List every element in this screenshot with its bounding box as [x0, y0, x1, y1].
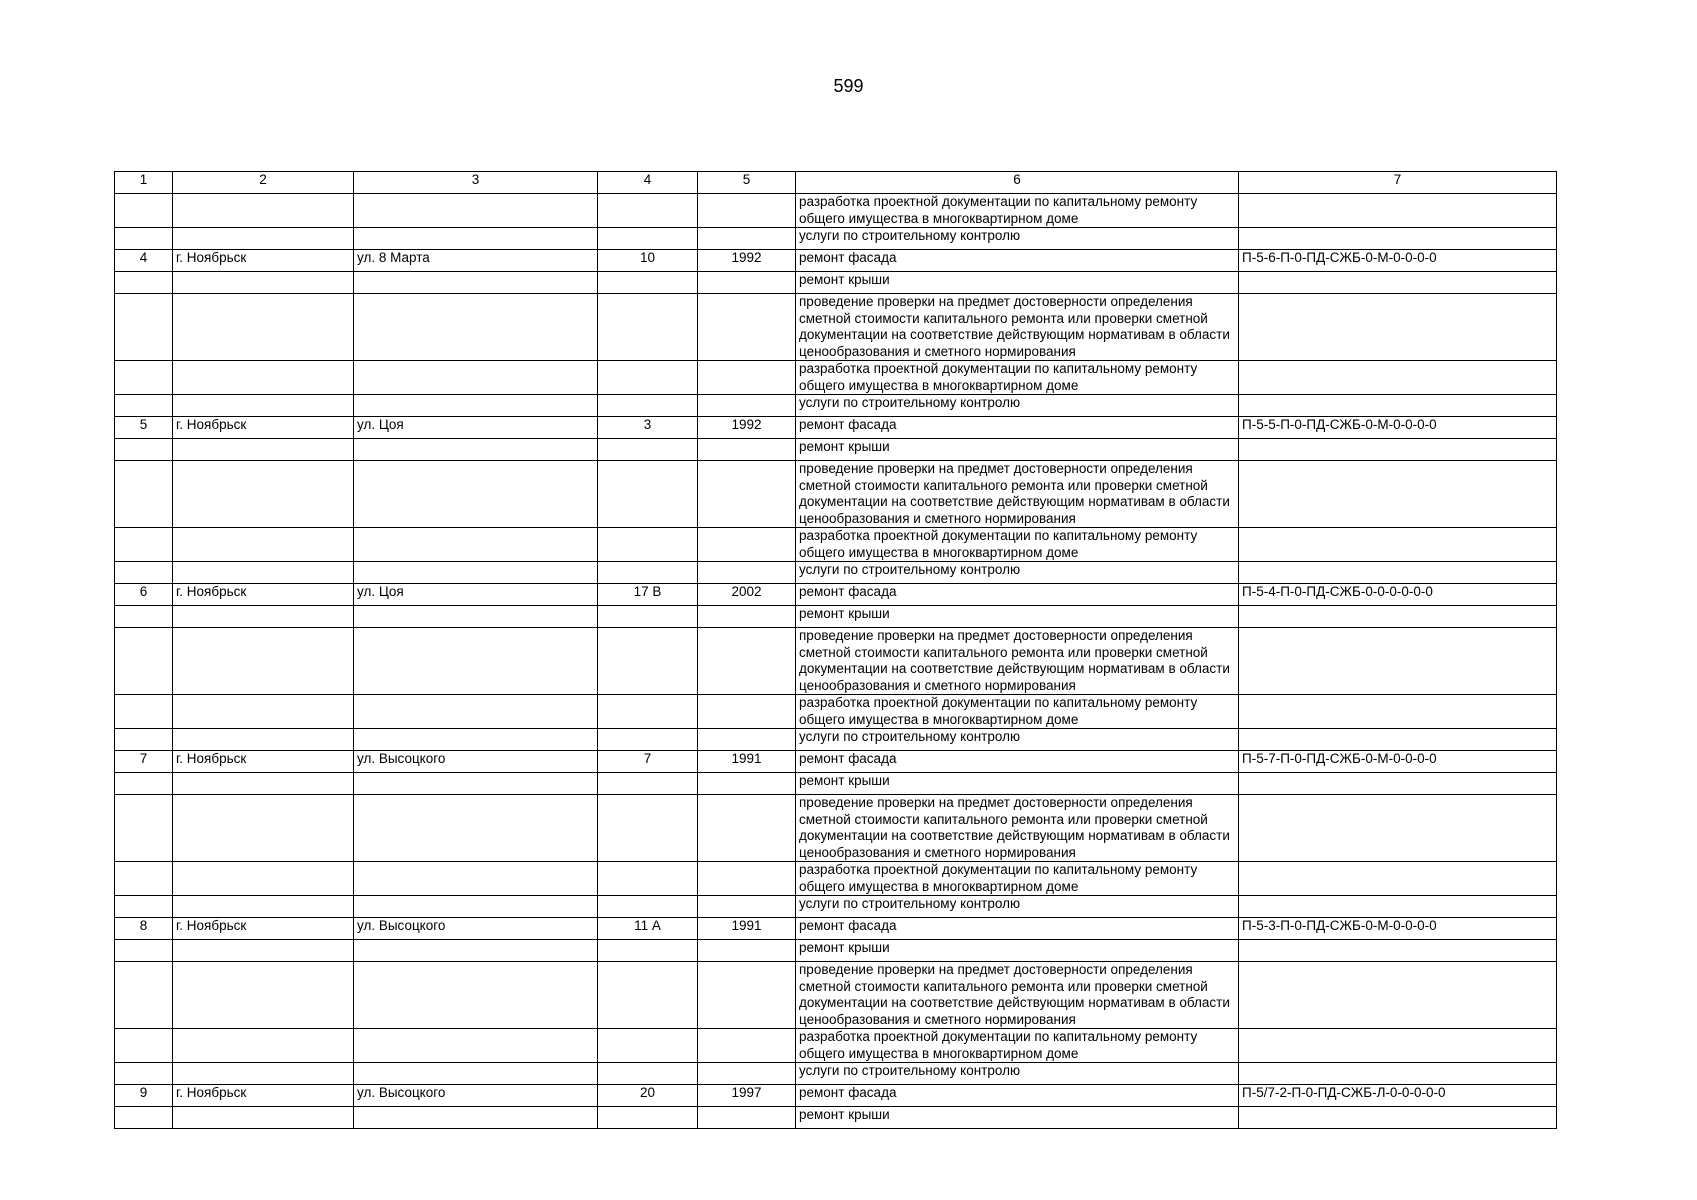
- cell-year: [698, 896, 796, 918]
- table-row: [115, 962, 1557, 1029]
- cell-code: [1239, 862, 1557, 896]
- cell-work-type: ремонт крыши: [796, 773, 1239, 795]
- cell-work-type: разработка проектной документации по капитальному ремонту общего имущества в многоквартирном доме: [796, 695, 1239, 729]
- cell-city: [173, 896, 354, 918]
- cell-city: [173, 395, 354, 417]
- cell-number: [115, 695, 173, 729]
- table-row: [115, 862, 1557, 896]
- cell-code: [1239, 562, 1557, 584]
- cell-street: [354, 773, 598, 795]
- column-header: 6: [796, 172, 1239, 194]
- cell-code: [1239, 795, 1557, 862]
- cell-year: [698, 1063, 796, 1085]
- cell-code: [1239, 194, 1557, 228]
- cell-house: 20: [598, 1085, 698, 1107]
- column-header: 7: [1239, 172, 1557, 194]
- cell-house: [598, 606, 698, 628]
- cell-code: [1239, 896, 1557, 918]
- cell-number: [115, 1029, 173, 1063]
- table-row: [115, 940, 1557, 962]
- cell-work-type: проведение проверки на предмет достоверности определения сметной стоимости капитального ремонта или проверки сметной документации на соответствие действующим нормативам в области ценообразования и сметного нормирования: [796, 461, 1239, 528]
- cell-work-type: ремонт крыши: [796, 940, 1239, 962]
- table-row: [115, 395, 1557, 417]
- table-row: [115, 795, 1557, 862]
- table-row: [115, 1029, 1557, 1063]
- cell-code: [1239, 294, 1557, 361]
- cell-city: [173, 294, 354, 361]
- cell-street: [354, 729, 598, 751]
- cell-work-type: услуги по строительному контролю: [796, 1063, 1239, 1085]
- cell-number: [115, 896, 173, 918]
- cell-city: [173, 695, 354, 729]
- cell-city: [173, 1063, 354, 1085]
- table-row: [115, 272, 1557, 294]
- cell-work-type: разработка проектной документации по капитальному ремонту общего имущества в многоквартирном доме: [796, 361, 1239, 395]
- column-header-row: [115, 172, 1557, 194]
- column-header: 5: [698, 172, 796, 194]
- cell-city: [173, 528, 354, 562]
- cell-work-type: ремонт крыши: [796, 1107, 1239, 1129]
- cell-code: П-5-7-П-0-ПД-СЖБ-0-М-0-0-0-0: [1239, 751, 1557, 773]
- cell-code: [1239, 361, 1557, 395]
- cell-street: [354, 439, 598, 461]
- column-header: 4: [598, 172, 698, 194]
- page-number: 599: [833, 76, 864, 96]
- cell-year: [698, 606, 796, 628]
- cell-year: [698, 272, 796, 294]
- column-header: 1: [115, 172, 173, 194]
- cell-street: ул. Высоцкого: [354, 751, 598, 773]
- cell-house: [598, 461, 698, 528]
- cell-city: [173, 773, 354, 795]
- cell-year: 1992: [698, 417, 796, 439]
- cell-work-type: ремонт фасада: [796, 751, 1239, 773]
- cell-city: [173, 628, 354, 695]
- cell-year: [698, 528, 796, 562]
- cell-code: [1239, 528, 1557, 562]
- cell-house: [598, 695, 698, 729]
- cell-city: [173, 940, 354, 962]
- cell-year: [698, 361, 796, 395]
- cell-street: [354, 795, 598, 862]
- cell-street: [354, 562, 598, 584]
- cell-year: 1991: [698, 918, 796, 940]
- cell-year: [698, 795, 796, 862]
- table-row: [115, 1063, 1557, 1085]
- cell-city: [173, 795, 354, 862]
- cell-house: [598, 773, 698, 795]
- cell-house: [598, 940, 698, 962]
- cell-year: 2002: [698, 584, 796, 606]
- cell-city: г. Ноябрьск: [173, 751, 354, 773]
- cell-number: [115, 194, 173, 228]
- cell-house: [598, 729, 698, 751]
- table-row: [115, 294, 1557, 361]
- cell-work-type: услуги по строительному контролю: [796, 228, 1239, 250]
- cell-house: 7: [598, 751, 698, 773]
- cell-city: [173, 439, 354, 461]
- cell-street: [354, 1107, 598, 1129]
- cell-house: [598, 862, 698, 896]
- cell-house: [598, 272, 698, 294]
- table-row: [115, 1107, 1557, 1129]
- cell-street: [354, 395, 598, 417]
- cell-city: г. Ноябрьск: [173, 1085, 354, 1107]
- cell-street: [354, 940, 598, 962]
- cell-city: [173, 729, 354, 751]
- cell-street: [354, 896, 598, 918]
- cell-year: [698, 562, 796, 584]
- cell-work-type: ремонт фасада: [796, 250, 1239, 272]
- cell-year: 1991: [698, 751, 796, 773]
- cell-number: [115, 395, 173, 417]
- cell-code: [1239, 628, 1557, 695]
- cell-house: [598, 628, 698, 695]
- cell-house: 10: [598, 250, 698, 272]
- cell-work-type: разработка проектной документации по капитальному ремонту общего имущества в многоквартирном доме: [796, 528, 1239, 562]
- cell-code: [1239, 1063, 1557, 1085]
- cell-street: [354, 361, 598, 395]
- cell-city: [173, 194, 354, 228]
- cell-street: ул. Цоя: [354, 584, 598, 606]
- cell-house: 11 А: [598, 918, 698, 940]
- cell-work-type: ремонт фасада: [796, 1085, 1239, 1107]
- cell-year: [698, 439, 796, 461]
- cell-house: [598, 361, 698, 395]
- cell-house: [598, 562, 698, 584]
- cell-street: [354, 1029, 598, 1063]
- cell-code: [1239, 272, 1557, 294]
- cell-number: [115, 606, 173, 628]
- cell-year: [698, 1107, 796, 1129]
- cell-code: [1239, 461, 1557, 528]
- cell-work-type: ремонт фасада: [796, 918, 1239, 940]
- cell-city: [173, 461, 354, 528]
- table-row: [115, 729, 1557, 751]
- cell-year: 1992: [698, 250, 796, 272]
- cell-work-type: разработка проектной документации по капитальному ремонту общего имущества в многоквартирном доме: [796, 1029, 1239, 1063]
- cell-year: [698, 194, 796, 228]
- cell-number: [115, 773, 173, 795]
- cell-code: [1239, 695, 1557, 729]
- cell-street: [354, 194, 598, 228]
- cell-street: [354, 294, 598, 361]
- cell-number: [115, 729, 173, 751]
- cell-street: ул. Высоцкого: [354, 918, 598, 940]
- cell-city: г. Ноябрьск: [173, 918, 354, 940]
- cell-work-type: разработка проектной документации по капитальному ремонту общего имущества в многоквартирном доме: [796, 862, 1239, 896]
- cell-year: [698, 729, 796, 751]
- cell-code: П-5/7-2-П-0-ПД-СЖБ-Л-0-0-0-0-0: [1239, 1085, 1557, 1107]
- cell-work-type: проведение проверки на предмет достоверности определения сметной стоимости капитального ремонта или проверки сметной документации на соответствие действующим нормативам в области ценообразования и сметного нормирования: [796, 294, 1239, 361]
- cell-work-type: услуги по строительному контролю: [796, 562, 1239, 584]
- table-row: [115, 584, 1557, 606]
- cell-year: [698, 228, 796, 250]
- cell-year: [698, 695, 796, 729]
- cell-number: [115, 461, 173, 528]
- cell-code: П-5-6-П-0-ПД-СЖБ-0-М-0-0-0-0: [1239, 250, 1557, 272]
- cell-street: [354, 461, 598, 528]
- cell-city: [173, 862, 354, 896]
- cell-number: [115, 361, 173, 395]
- cell-year: [698, 395, 796, 417]
- table-row: [115, 417, 1557, 439]
- cell-city: [173, 228, 354, 250]
- cell-code: П-5-4-П-0-ПД-СЖБ-0-0-0-0-0-0: [1239, 584, 1557, 606]
- cell-street: [354, 862, 598, 896]
- cell-number: [115, 294, 173, 361]
- cell-year: [698, 862, 796, 896]
- cell-city: г. Ноябрьск: [173, 417, 354, 439]
- table-row: [115, 896, 1557, 918]
- cell-work-type: услуги по строительному контролю: [796, 395, 1239, 417]
- cell-house: [598, 395, 698, 417]
- cell-city: г. Ноябрьск: [173, 250, 354, 272]
- cell-city: [173, 562, 354, 584]
- cell-code: [1239, 395, 1557, 417]
- table-row: [115, 562, 1557, 584]
- cell-code: [1239, 773, 1557, 795]
- cell-house: [598, 962, 698, 1029]
- table-row: [115, 773, 1557, 795]
- cell-number: [115, 862, 173, 896]
- cell-city: [173, 361, 354, 395]
- table-row: [115, 528, 1557, 562]
- cell-street: ул. Цоя: [354, 417, 598, 439]
- cell-number: [115, 628, 173, 695]
- cell-code: [1239, 228, 1557, 250]
- table-row: [115, 361, 1557, 395]
- cell-number: [115, 1063, 173, 1085]
- table-row: [115, 628, 1557, 695]
- cell-street: [354, 272, 598, 294]
- cell-street: [354, 606, 598, 628]
- cell-house: [598, 795, 698, 862]
- cell-number: 9: [115, 1085, 173, 1107]
- cell-number: [115, 228, 173, 250]
- cell-number: [115, 795, 173, 862]
- cell-work-type: ремонт фасада: [796, 417, 1239, 439]
- cell-city: г. Ноябрьск: [173, 584, 354, 606]
- table-body: [115, 172, 1557, 1129]
- cell-number: [115, 962, 173, 1029]
- cell-number: 5: [115, 417, 173, 439]
- cell-city: [173, 606, 354, 628]
- cell-work-type: ремонт крыши: [796, 606, 1239, 628]
- cell-street: [354, 228, 598, 250]
- cell-code: П-5-5-П-0-ПД-СЖБ-0-М-0-0-0-0: [1239, 417, 1557, 439]
- cell-house: [598, 528, 698, 562]
- cell-number: [115, 1107, 173, 1129]
- cell-work-type: ремонт фасада: [796, 584, 1239, 606]
- cell-street: [354, 695, 598, 729]
- cell-city: [173, 272, 354, 294]
- cell-street: [354, 962, 598, 1029]
- cell-house: [598, 1063, 698, 1085]
- table-row: [115, 439, 1557, 461]
- cell-house: [598, 228, 698, 250]
- cell-code: [1239, 439, 1557, 461]
- cell-year: [698, 461, 796, 528]
- cell-street: ул. 8 Марта: [354, 250, 598, 272]
- cell-street: [354, 628, 598, 695]
- table-row: [115, 751, 1557, 773]
- cell-house: [598, 439, 698, 461]
- cell-work-type: проведение проверки на предмет достоверности определения сметной стоимости капитального ремонта или проверки сметной документации на соответствие действующим нормативам в области ценообразования и сметного нормирования: [796, 628, 1239, 695]
- cell-number: 4: [115, 250, 173, 272]
- cell-work-type: услуги по строительному контролю: [796, 896, 1239, 918]
- cell-work-type: услуги по строительному контролю: [796, 729, 1239, 751]
- cell-code: [1239, 940, 1557, 962]
- cell-code: [1239, 1029, 1557, 1063]
- cell-number: 6: [115, 584, 173, 606]
- cell-house: [598, 896, 698, 918]
- cell-work-type: разработка проектной документации по капитальному ремонту общего имущества в многоквартирном доме: [796, 194, 1239, 228]
- table-row: [115, 250, 1557, 272]
- cell-number: 8: [115, 918, 173, 940]
- cell-code: [1239, 729, 1557, 751]
- works-table: [114, 171, 1557, 1129]
- cell-number: 7: [115, 751, 173, 773]
- cell-house: 3: [598, 417, 698, 439]
- cell-street: [354, 528, 598, 562]
- cell-city: [173, 1107, 354, 1129]
- table-row: [115, 194, 1557, 228]
- cell-code: [1239, 1107, 1557, 1129]
- column-header: 3: [354, 172, 598, 194]
- cell-street: ул. Высоцкого: [354, 1085, 598, 1107]
- cell-number: [115, 528, 173, 562]
- cell-year: 1997: [698, 1085, 796, 1107]
- cell-work-type: ремонт крыши: [796, 272, 1239, 294]
- cell-year: [698, 940, 796, 962]
- cell-house: 17 В: [598, 584, 698, 606]
- cell-year: [698, 962, 796, 1029]
- table-row: [115, 461, 1557, 528]
- cell-code: [1239, 962, 1557, 1029]
- cell-house: [598, 1107, 698, 1129]
- table-row: [115, 228, 1557, 250]
- column-header: 2: [173, 172, 354, 194]
- cell-street: [354, 1063, 598, 1085]
- table-row: [115, 1085, 1557, 1107]
- cell-work-type: проведение проверки на предмет достоверности определения сметной стоимости капитального ремонта или проверки сметной документации на соответствие действующим нормативам в области ценообразования и сметного нормирования: [796, 962, 1239, 1029]
- cell-number: [115, 940, 173, 962]
- cell-number: [115, 562, 173, 584]
- cell-house: [598, 1029, 698, 1063]
- cell-number: [115, 272, 173, 294]
- cell-house: [598, 194, 698, 228]
- cell-city: [173, 962, 354, 1029]
- table-row: [115, 918, 1557, 940]
- table-row: [115, 606, 1557, 628]
- cell-code: П-5-3-П-0-ПД-СЖБ-0-М-0-0-0-0: [1239, 918, 1557, 940]
- cell-year: [698, 294, 796, 361]
- cell-year: [698, 628, 796, 695]
- cell-work-type: проведение проверки на предмет достоверности определения сметной стоимости капитального ремонта или проверки сметной документации на соответствие действующим нормативам в области ценообразования и сметного нормирования: [796, 795, 1239, 862]
- cell-year: [698, 1029, 796, 1063]
- cell-number: [115, 439, 173, 461]
- cell-house: [598, 294, 698, 361]
- cell-city: [173, 1029, 354, 1063]
- cell-code: [1239, 606, 1557, 628]
- cell-work-type: ремонт крыши: [796, 439, 1239, 461]
- table-row: [115, 695, 1557, 729]
- cell-year: [698, 773, 796, 795]
